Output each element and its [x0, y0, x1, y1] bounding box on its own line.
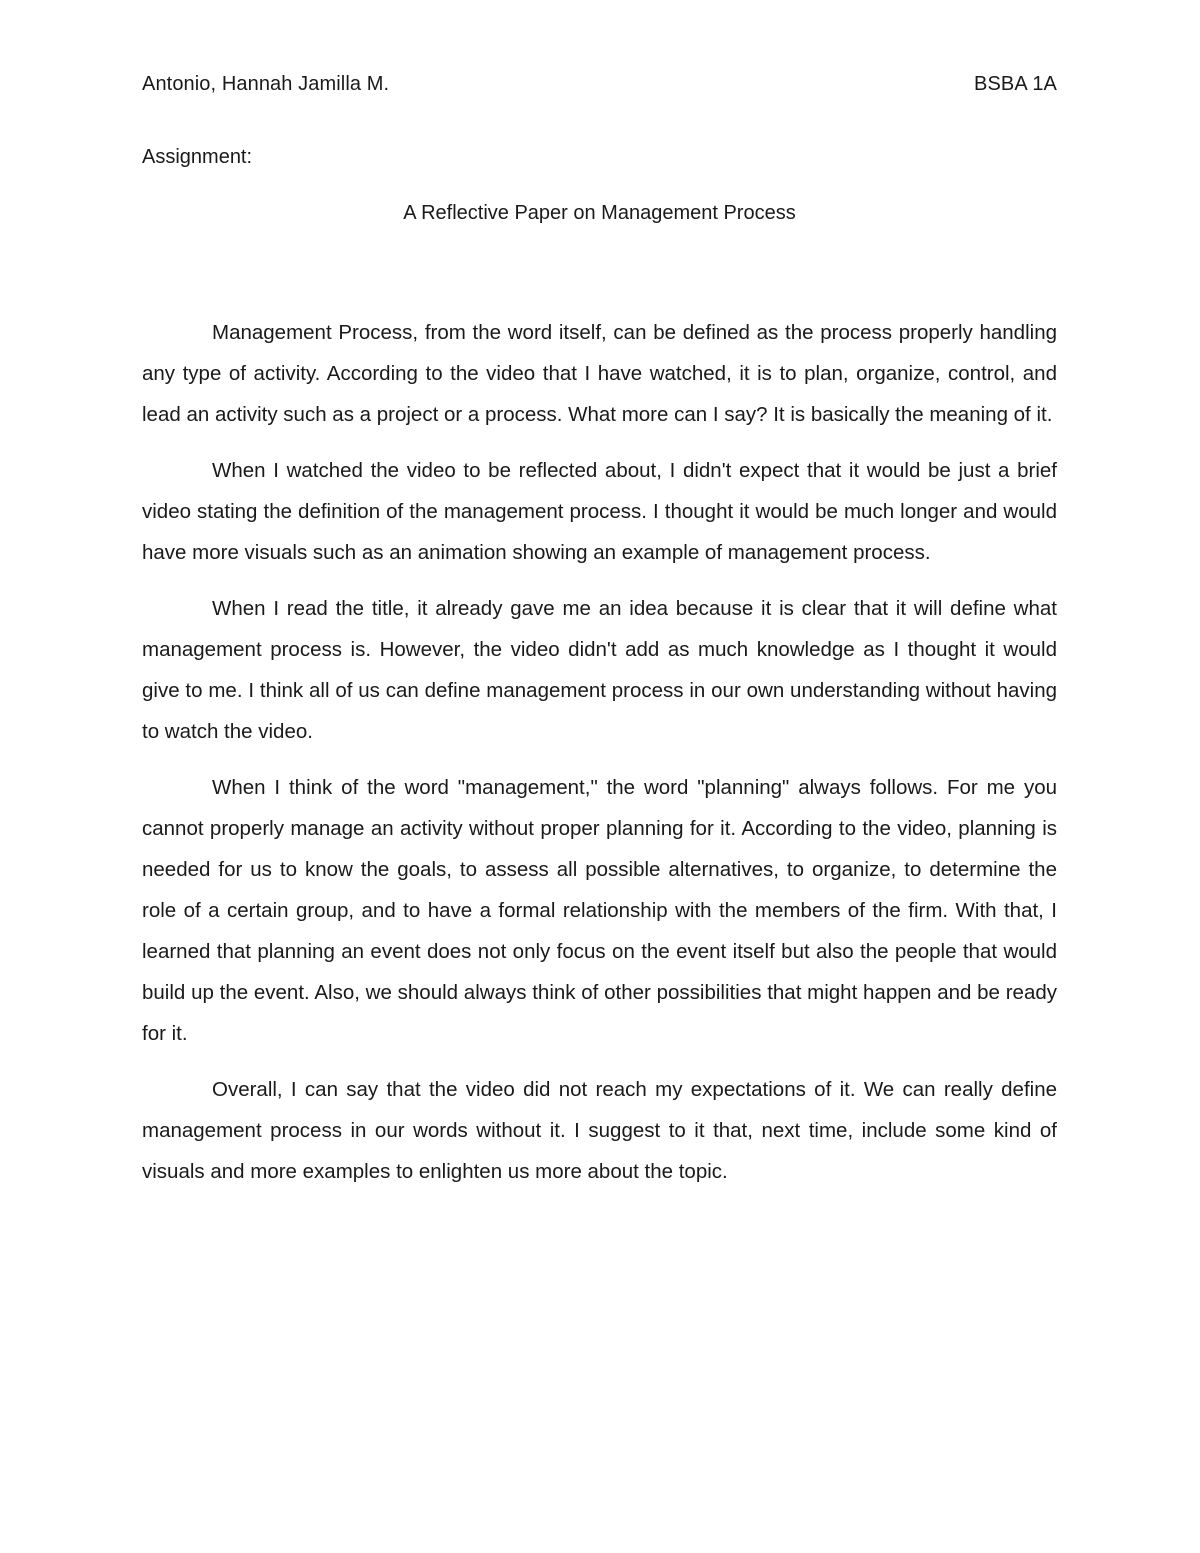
assignment-label: Assignment: — [142, 146, 253, 168]
page-header — [142, 72, 1057, 96]
paragraph-2: When I watched the video to be reflected about, I didn't expect that it would be just a brief video stating the definition of the management process. I thought it would be much longer and would have more visuals such as an animation showing an example of management process. — [142, 459, 1057, 564]
paper-title: A Reflective Paper on Management Process — [403, 202, 796, 224]
author-name: Antonio, Hannah Jamilla M. — [142, 73, 390, 95]
paragraph-5: Overall, I can say that the video did not reach my expectations of it. We can really define management process in our words without it. I suggest to it that, next time, include some kind of visuals and more examples to enlighten us more about the topic. — [142, 1078, 1057, 1183]
paragraph-4: When I think of the word "management," the word "planning" always follows. For me you cannot properly manage an activity without proper planning for it. According to the video, planning is needed for us to know the goals, to assess all possible alternatives, to organize, to determine the role of a certain group, and to have a formal relationship with the members of the firm. With that, I learned that planning an event does not only focus on the event itself but also the people that would build up the event. Also, we should always think of other possibilities that might happen and be ready for it. — [142, 776, 1057, 1045]
course-section: BSBA 1A — [974, 73, 1057, 95]
paragraph-3: When I read the title, it already gave me an idea because it is clear that it will define what management process is. However, the video didn't add as much knowledge as I thought it would give to me. I think all of us can define management process in our own understanding without having to watch the video. — [142, 597, 1057, 743]
paragraph-1: Management Process, from the word itself, can be defined as the process properly handling any type of activity. According to the video that I have watched, it is to plan, organize, control, and lead an activity such as a project or a process. What more can I say? It is basically the meaning of it. — [142, 321, 1057, 426]
paper-body — [142, 312, 1057, 1207]
